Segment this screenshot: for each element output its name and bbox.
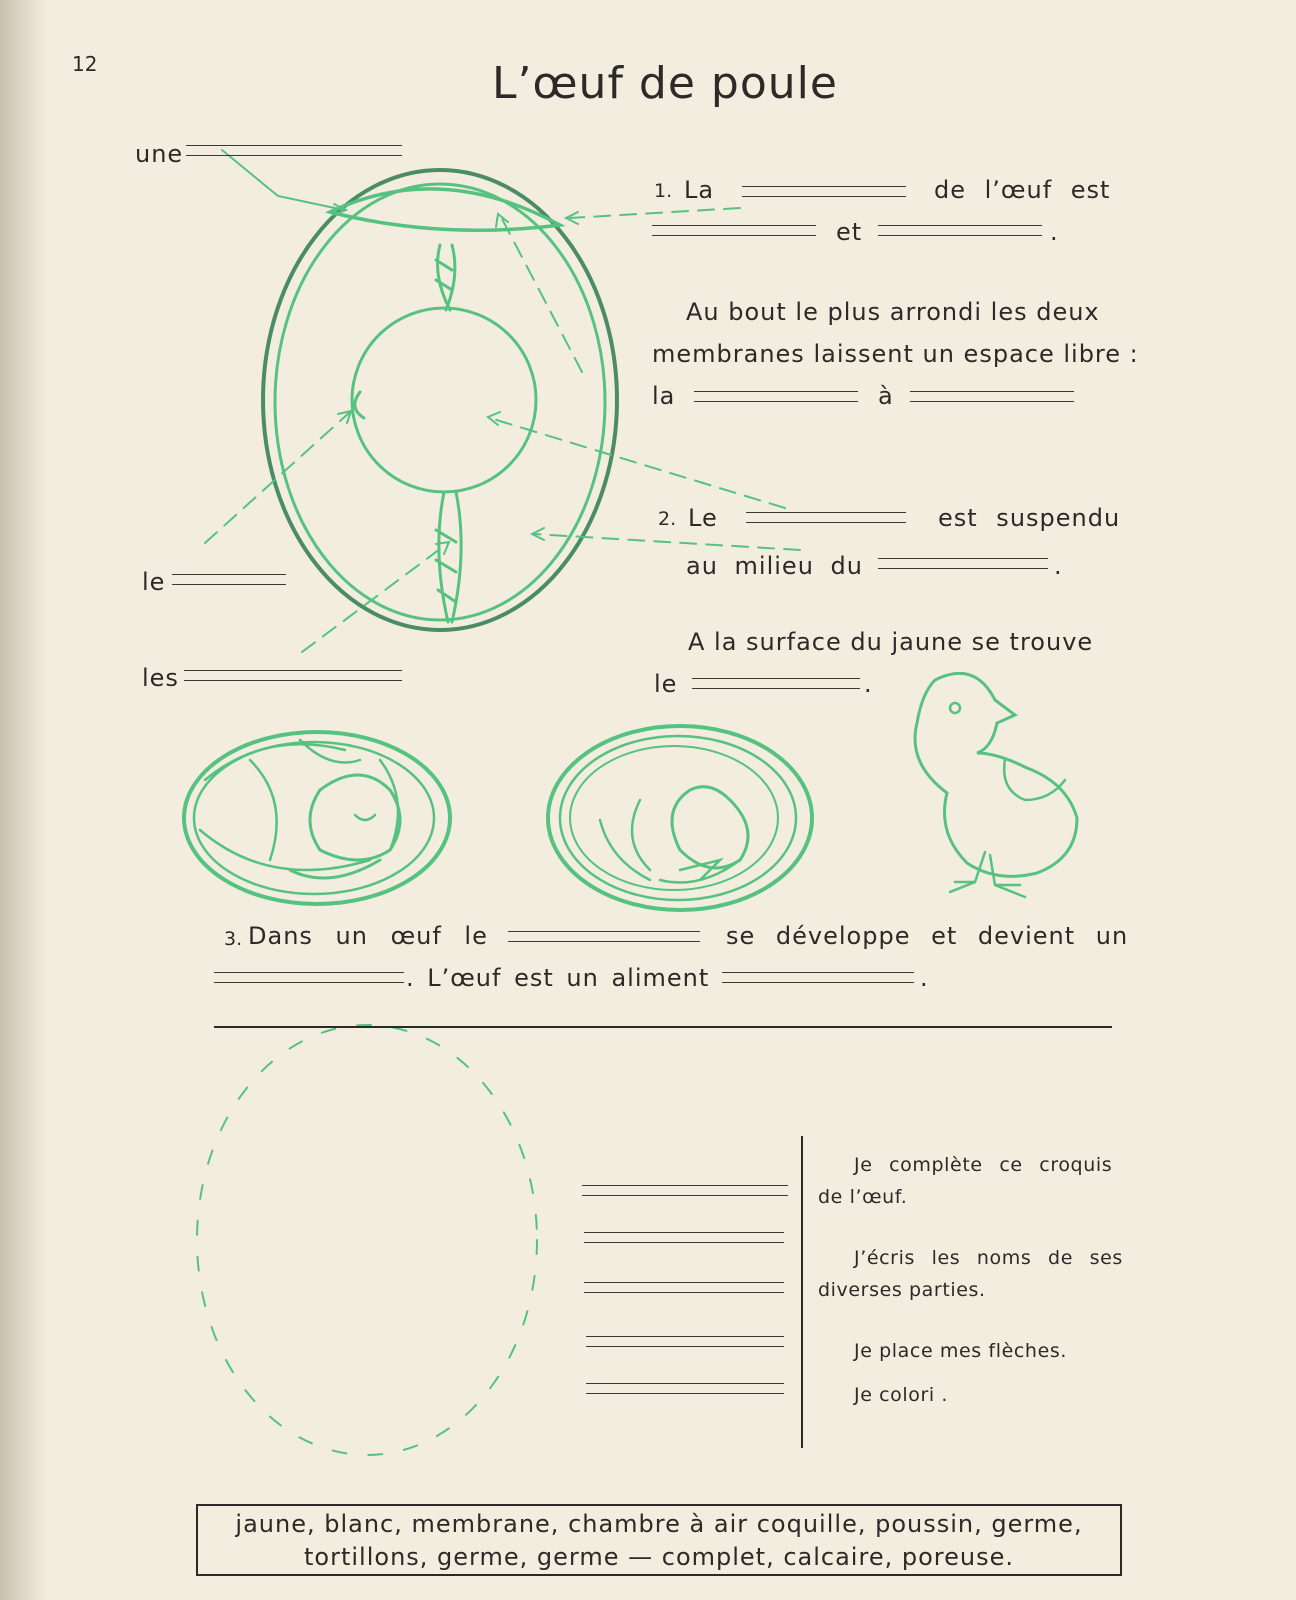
chick-drawing [915,673,1077,897]
sketch-vertical-rule [801,1136,803,1448]
blank-ex3-germe[interactable] [508,931,700,942]
sketch-line6: Je colori . [854,1384,949,1406]
blank-ex2-blanc[interactable] [878,558,1048,569]
ex2-period-2: . [864,670,873,698]
arrow-jaune [490,418,785,508]
blank-les[interactable] [184,670,402,681]
blank-le[interactable] [172,574,286,585]
word-bank-line2: tortillons, germe, germe — complet, calcaire, poreuse. [304,1543,1014,1571]
chalaza-top [436,245,455,310]
page-number: 12 [72,52,98,76]
ex1-word-et: et [836,218,863,246]
ex1-para-line2: membranes laissent un espace libre : [652,340,1139,368]
ex3-loeuf-est: . L’œuf est un aliment [406,964,710,992]
ex3-dans: Dans un œuf le [248,922,488,950]
exercise2-number: 2. [658,508,677,530]
arrow-la [570,208,740,218]
page-title: L’œuf de poule [492,58,838,109]
sketch-line1: Je complète ce croquis [854,1154,1113,1176]
ex2-surface: A la surface du jaune se trouve [688,628,1094,656]
egg-germ [355,392,364,418]
sketch-blank-3[interactable] [584,1282,784,1293]
dashed-sketch-egg [197,1025,537,1455]
ex2-word-le: Le [688,504,718,532]
blank-ex1-la[interactable] [742,186,906,197]
ex1-word-la: La [684,176,715,204]
ex1-para-line1: Au bout le plus arrondi les deux [686,298,1100,326]
sketch-blank-5[interactable] [586,1383,784,1394]
exercise1-number: 1. [654,180,673,202]
word-bank-line1: jaune, blanc, membrane, chambre à air coquille, poussin, germe, [235,1510,1083,1538]
blank-ex1-chambre[interactable] [694,391,858,402]
blank-ex3-complet[interactable] [722,972,914,983]
section-divider [214,1026,1112,1028]
ex2-word-le2: le [654,670,678,698]
ex1-word-la2: la [652,382,676,410]
blank-ex1-1[interactable] [652,225,816,236]
blank-ex1-air[interactable] [910,391,1074,402]
ex1-word-a: à [878,382,894,410]
blank-ex3-poussin[interactable] [214,972,404,983]
ex2-est-suspendu: est suspendu [938,504,1121,532]
egg-yolk [352,308,536,492]
sketch-line4: diverses parties. [818,1279,986,1301]
arrow-chambre [500,215,582,372]
label-une: une [135,140,184,168]
blank-ex1-2[interactable] [878,225,1042,236]
blank-ex2-jaune[interactable] [746,512,906,523]
sketch-blank-4[interactable] [586,1336,784,1347]
arrow-une [222,150,344,210]
word-bank-box [196,1504,1122,1576]
sketch-line5: Je place mes flèches. [854,1340,1067,1362]
exercise3-number: 3. [224,928,243,950]
ex1-de-loeuf-est: de l’œuf est [934,176,1111,204]
ex2-period-1: . [1054,552,1063,580]
blank-ex2-germe[interactable] [692,678,860,689]
ex3-period: . [920,964,929,992]
sketch-blank-2[interactable] [584,1232,784,1243]
ex3-se-developpe: se développe et devient un [726,922,1129,950]
chalaza-bottom [436,492,461,622]
blank-une[interactable] [186,145,402,156]
sketch-line2: de l’œuf. [818,1186,908,1208]
label-les: les [142,664,179,692]
sketch-line3: J’écris les noms de ses [854,1247,1123,1269]
ex2-au-milieu-du: au milieu du [686,552,863,580]
sketch-blank-1[interactable] [582,1185,788,1196]
label-le: le [142,568,166,596]
ex1-period: . [1050,218,1059,246]
